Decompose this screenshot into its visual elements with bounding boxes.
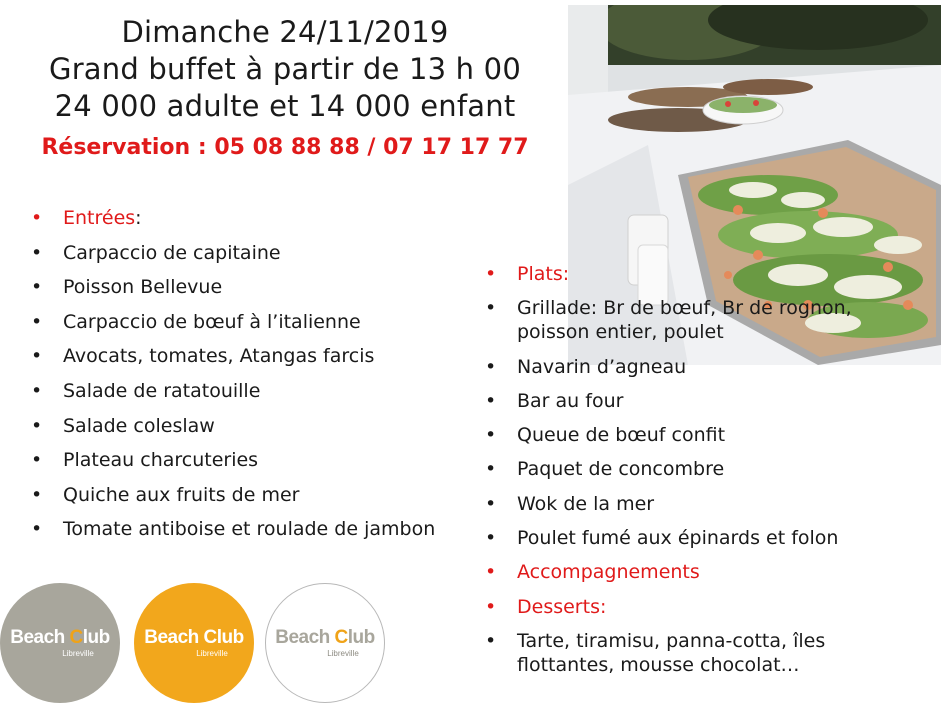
- logo-brand-part: lub: [82, 627, 110, 648]
- event-header: [0, 14, 570, 163]
- plats-list: [479, 262, 879, 687]
- logo-subtitle: Libreville: [62, 649, 94, 658]
- logo-brand: [275, 628, 375, 648]
- logo-brand-c: C: [69, 627, 83, 648]
- list-item: • Navarin d’agneau: [479, 355, 879, 379]
- event-date: Dimanche 24/11/2019: [121, 15, 449, 49]
- price-info: 24 000 adulte et 14 000 enfant: [54, 89, 516, 123]
- logo-brand-part: lub: [216, 627, 244, 648]
- list-item: • Plateau charcuteries: [25, 448, 475, 472]
- list-item: • Poulet fumé aux épinards et folon: [479, 526, 879, 550]
- entrees-heading: [25, 206, 475, 230]
- list-item: • Poisson Bellevue: [25, 275, 475, 299]
- list-item: • Avocats, tomates, Atangas farcis: [25, 344, 475, 368]
- entrees-label: Entrées: [63, 207, 136, 229]
- logo-subtitle: Libreville: [196, 649, 228, 658]
- plats-heading: • Plats:: [479, 262, 879, 286]
- logo-brand-c: C: [203, 627, 217, 648]
- logo-row: [0, 583, 400, 705]
- list-item: • Quiche aux fruits de mer: [25, 483, 475, 507]
- logo-brand-part: Beach: [275, 627, 335, 648]
- list-item: • Grillade: Br de bœuf, Br de rognon, poisson entier, poulet: [479, 296, 879, 344]
- list-item: • Wok de la mer: [479, 492, 879, 516]
- list-item: • Paquet de concombre: [479, 457, 879, 481]
- entrees-colon: :: [135, 207, 142, 229]
- logo-brand-part: Beach: [10, 627, 70, 648]
- desserts-heading: • Desserts:: [479, 595, 879, 619]
- entrees-list: [25, 206, 475, 552]
- logo-brand: [144, 628, 244, 648]
- list-item: • Tarte, tiramisu, panna-cotta, îles flottantes, mousse chocolat…: [479, 629, 879, 677]
- list-item: • Tomate antiboise et roulade de jambon: [25, 517, 475, 541]
- list-item: • Carpaccio de capitaine: [25, 241, 475, 265]
- accompagnements-heading: • Accompagnements: [479, 560, 879, 584]
- beach-club-logo-orange: [134, 583, 254, 703]
- list-item: • Salade coleslaw: [25, 414, 475, 438]
- beach-club-logo-white: [265, 583, 385, 703]
- logo-brand-part: lub: [347, 627, 375, 648]
- logo-brand: [10, 628, 110, 648]
- list-item: • Queue de bœuf confit: [479, 423, 879, 447]
- list-item: • Salade de ratatouille: [25, 379, 475, 403]
- reservation-phone: Réservation : 05 08 88 88 / 07 17 17 77: [41, 135, 529, 160]
- logo-brand-part: Beach: [144, 627, 204, 648]
- list-item: • Bar au four: [479, 389, 879, 413]
- beach-club-logo-grey: [0, 583, 120, 703]
- logo-brand-c: C: [334, 627, 348, 648]
- list-item: • Carpaccio de bœuf à l’italienne: [25, 310, 475, 334]
- logo-subtitle: Libreville: [327, 649, 359, 658]
- buffet-time: Grand buffet à partir de 13 h 00: [49, 52, 521, 86]
